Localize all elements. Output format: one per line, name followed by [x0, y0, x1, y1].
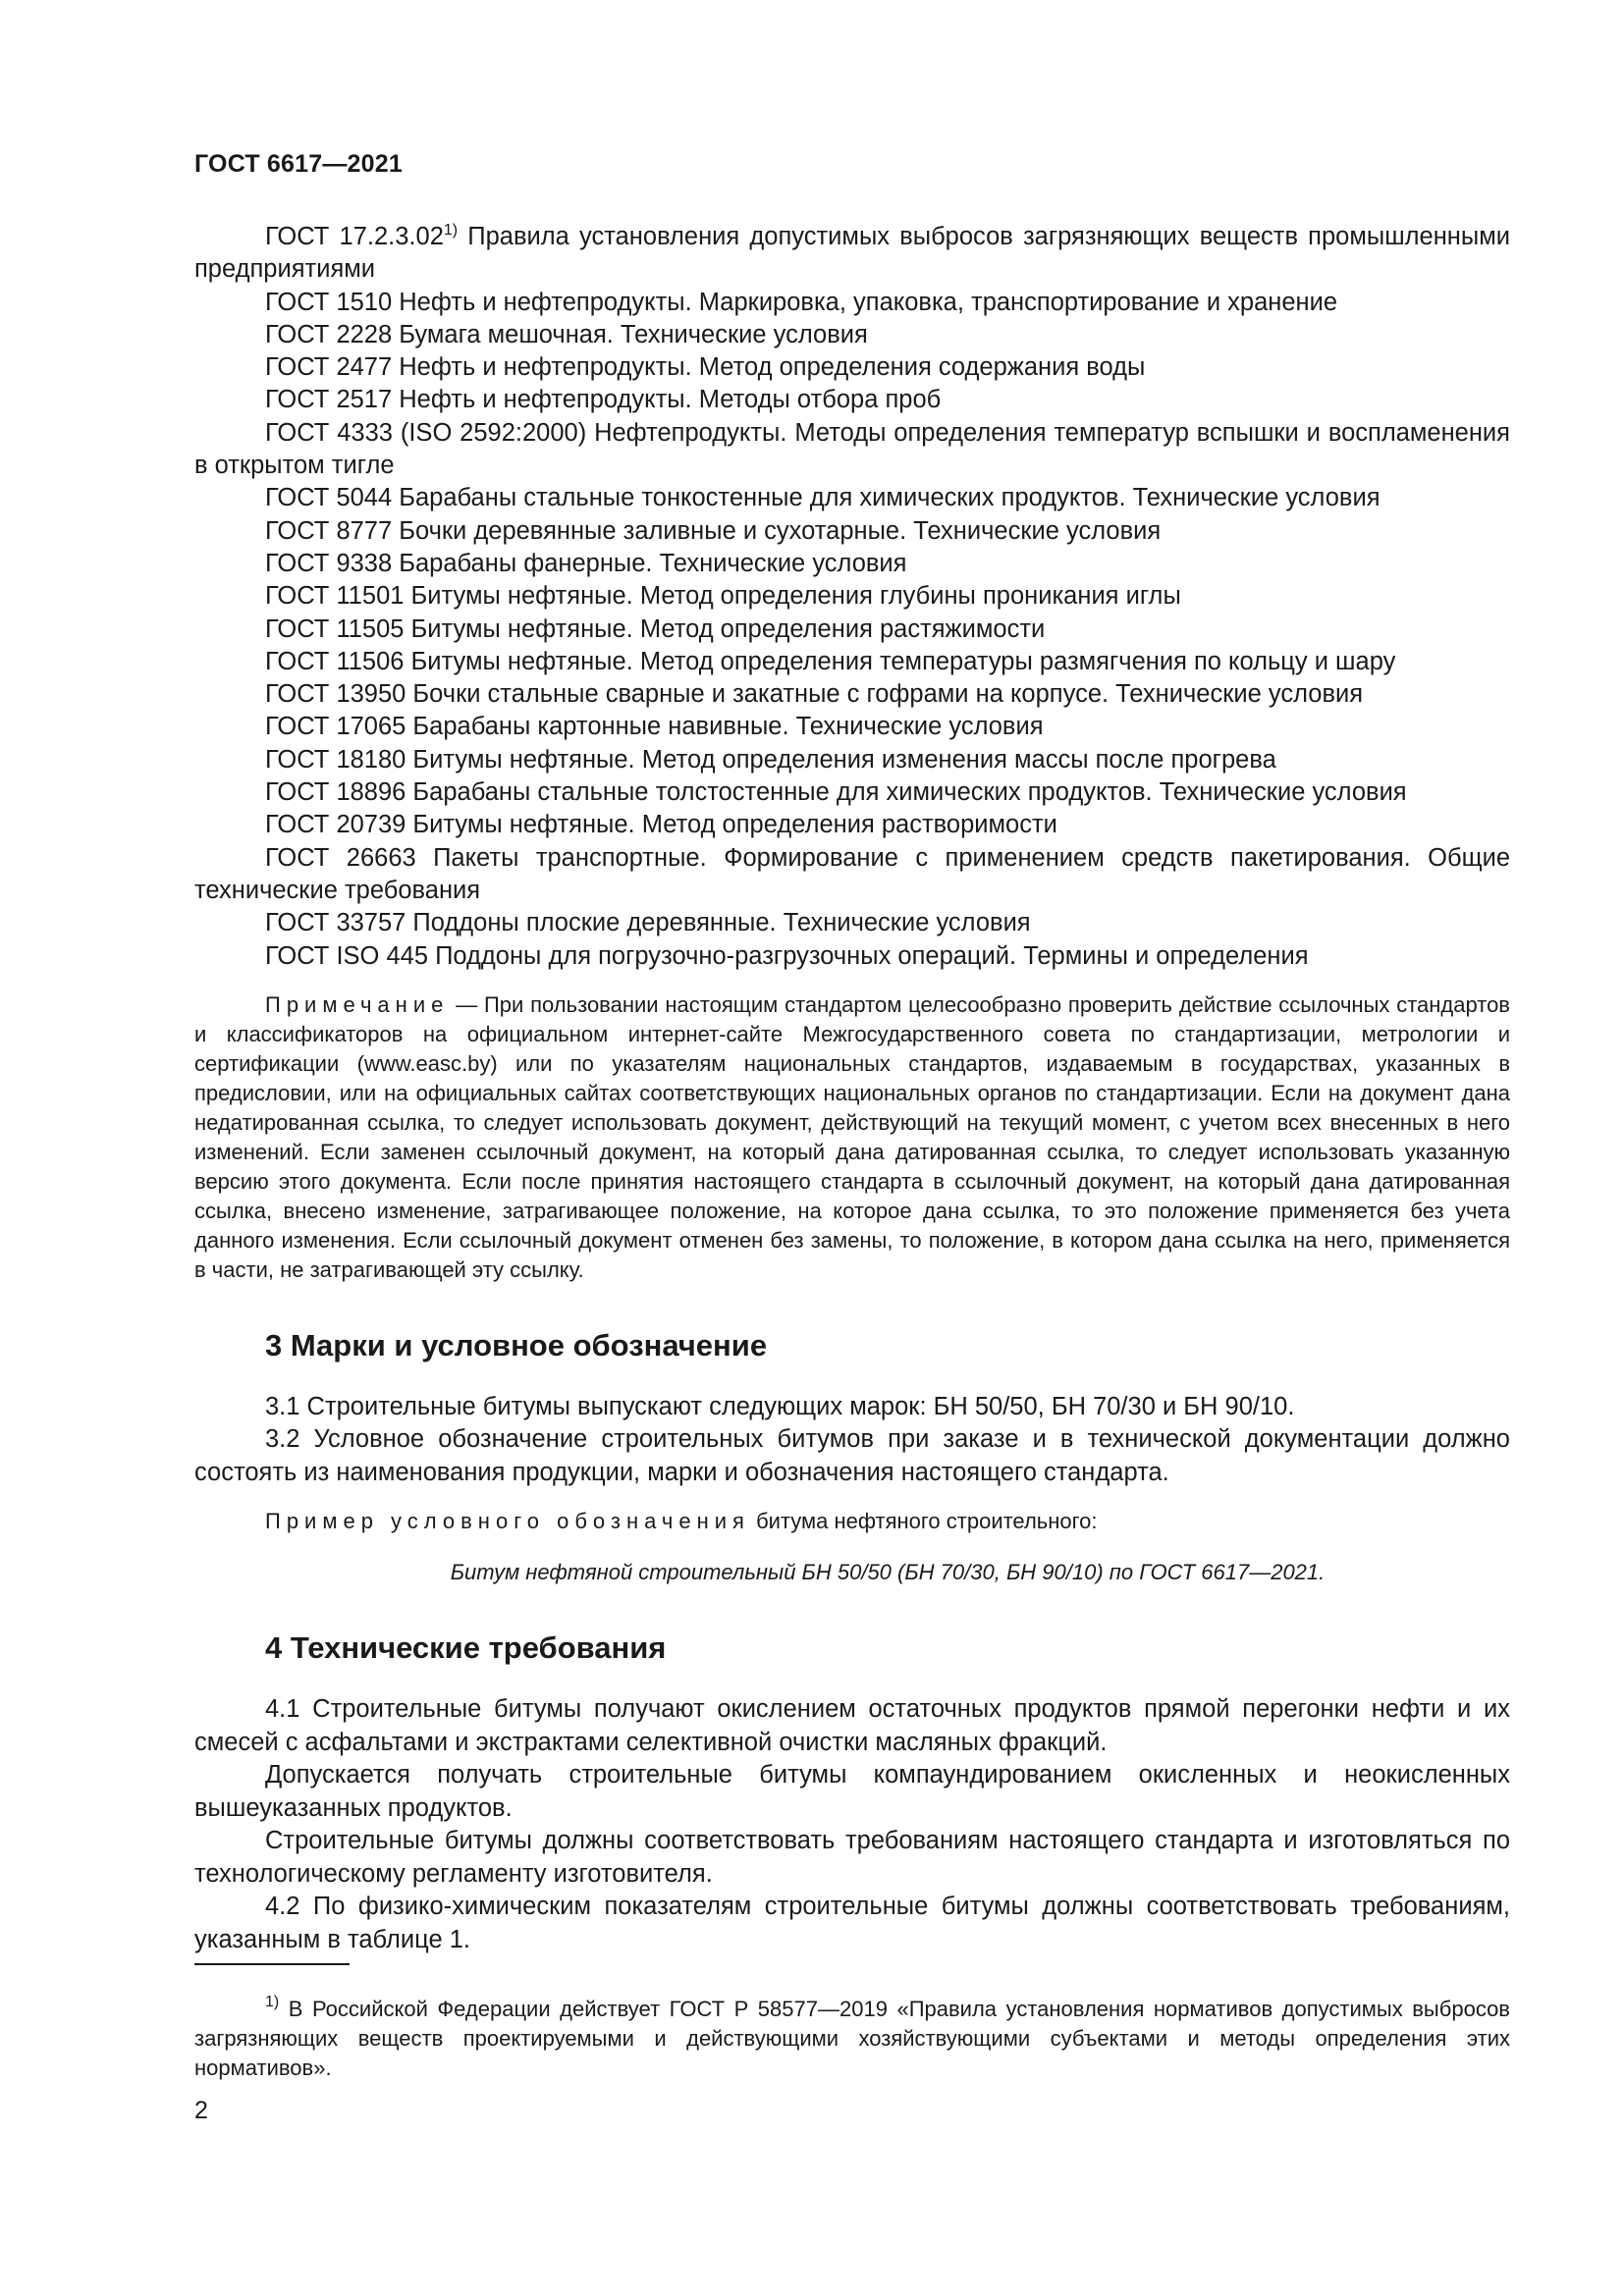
- reference-item: ГОСТ 11506 Битумы нефтяные. Метод определения температуры размягчения по кольцу и шару: [265, 647, 1396, 675]
- footnote-marker[interactable]: 1): [443, 222, 459, 239]
- reference-item: ГОСТ 18896 Барабаны стальные толстостенные для химических продуктов. Технические условия: [265, 778, 1407, 807]
- reference-item: ГОСТ 26663 Пакеты транспортные. Формирование с применением средств пакетирования. Общие технические требования: [194, 843, 1510, 904]
- reference-item: ГОСТ 13950 Бочки стальные сварные и закатные с гофрами на корпусе. Технические условия: [265, 680, 1364, 709]
- reference-item: ГОСТ 1510 Нефть и нефтепродукты. Маркировка, упаковка, транспортирование и хранение: [265, 288, 1338, 316]
- reference-item: ГОСТ 20739 Битумы нефтяные. Метод определения растворимости: [265, 811, 1057, 839]
- reference-item: ГОСТ 17.2.3.02$^{1)}$ Правила установления допустимых выбросов загрязняющих веществ промышленными предприятиями: [194, 222, 1510, 284]
- reference-item: ГОСТ 2517 Нефть и нефтепродукты. Методы отбора проб: [265, 386, 942, 414]
- footnote-marker: 1): [265, 1994, 280, 2010]
- reference-item: ГОСТ 18180 Битумы нефтяные. Метод определения изменения массы после прогрева: [265, 745, 1276, 774]
- paragraph-4-1: 4.1 Строительные битумы получают окислением остаточных продуктов прямой перегонки нефти и их смесей с асфальтами и экстрактами селективной очистки масляных фракций.: [194, 1695, 1510, 1756]
- reference-item: ГОСТ 5044 Барабаны стальные тонкостенные для химических продуктов. Технические условия: [265, 484, 1380, 512]
- paragraph-4-1-cont-1: Допускается получать строительные битумы компаундированием окисленных и неокисленных вышеуказанных продуктов.: [194, 1761, 1510, 1822]
- reference-item: ГОСТ 9338 Барабаны фанерные. Технические условия: [265, 549, 907, 577]
- page-number: 2: [194, 2097, 208, 2124]
- reference-item: ГОСТ 4333 (ISO 2592:2000) Нефтепродукты. Методы определения температур вспышки и воспламенения в открытом тигле: [194, 418, 1510, 480]
- reference-item: ГОСТ 11505 Битумы нефтяные. Метод определения растяжимости: [265, 614, 1046, 643]
- reference-item: ГОСТ 33757 Поддоны плоские деревянные. Технические условия: [265, 909, 1031, 937]
- designation-example: Битум нефтяной строительный БН 50/50 (БН 70/30, БН 90/10) по ГОСТ 6617—2021.: [450, 1560, 1326, 1585]
- reference-item: ГОСТ 11501 Битумы нефтяные. Метод определения глубины проникания иглы: [265, 582, 1181, 611]
- paragraph-4-2: 4.2 По физико-химическим показателям строительные битумы должны соответствовать требованиям, указанным в таблице 1.: [194, 1893, 1510, 1953]
- example-label: Пример условного обозначения: [265, 1509, 750, 1534]
- reference-item: ГОСТ 2228 Бумага мешочная. Технические условия: [265, 320, 868, 348]
- example-intro: [194, 1507, 1510, 1536]
- example-intro-text: битума нефтяного строительного:: [749, 1509, 1098, 1534]
- footnote-text: В Российской Федерации действует ГОСТ Р 58577—2019 «Правила установления нормативов допустимых выбросов загрязняющих веществ проектируемыми и действующими хозяйствующими субъектами и методы определения этих нормативов».: [194, 1997, 1510, 2080]
- paragraph-3-2: 3.2 Условное обозначение строительных битумов при заказе и в технической документации должно состоять из наименования продукции, марки и обозначения настоящего стандарта.: [194, 1425, 1510, 1486]
- page-content: [194, 221, 1510, 1956]
- reference-item: ГОСТ 17065 Барабаны картонные навивные. Технические условия: [265, 713, 1044, 741]
- section-4-heading: 4 Технические требования: [265, 1630, 667, 1666]
- section-3-heading: 3 Марки и условное обозначение: [265, 1327, 768, 1362]
- note-label: Примечание: [265, 991, 450, 1017]
- reference-item: ГОСТ 8777 Бочки деревянные заливные и сухотарные. Технические условия: [265, 516, 1162, 545]
- document-header-code: ГОСТ 6617—2021: [194, 150, 403, 178]
- footnote-divider: [194, 1963, 350, 1965]
- reference-item: ГОСТ 2477 Нефть и нефтепродукты. Метод определения содержания воды: [265, 353, 1146, 382]
- paragraph-4-1-cont-2: Строительные битумы должны соответствовать требованиям настоящего стандарта и изготовляться по технологическому регламенту изготовителя.: [194, 1827, 1510, 1888]
- reference-item: ГОСТ ISO 445 Поддоны для погрузочно-разгрузочных операций. Термины и определения: [265, 941, 1309, 970]
- footnote: [194, 1995, 1510, 2083]
- references-note: [194, 990, 1510, 1285]
- paragraph-3-1: 3.1 Строительные битумы выпускают следующих марок: БН 50/50, БН 70/30 и БН 90/10.: [265, 1392, 1295, 1420]
- normative-references-list: [194, 221, 1510, 973]
- note-text: — При пользовании настоящим стандартом целесообразно проверить действие ссылочных стандартов и классификаторов на официальном интернет-сайте Межгосударственного совета по стандартизации, метрологии и сертификации (www.easc.by) или по указателям национальных стандартов, издаваемым в государствах, указанных в предисловии, или на официальных сайтах соответствующих национальных органов по стандартизации. Если на документ дана недатированная ссылка, то следует использовать документ, действующий на текущий момент, с учетом всех внесенных в него изменений. Если заменен ссылочный документ, на который дана датированная ссылка, то следует использовать указанную версию этого документа. Если после принятия настоящего стандарта в ссылочный документ, на который дана датированная ссылка, внесено изменение, затрагивающее положение, на которое дана ссылка, то это положение применяется без учета данного изменения. Если ссылочный документ отменен без замены, то положение, в котором дана ссылка на него, применяется в части, не затрагивающей эту ссылку.: [194, 991, 1510, 1282]
